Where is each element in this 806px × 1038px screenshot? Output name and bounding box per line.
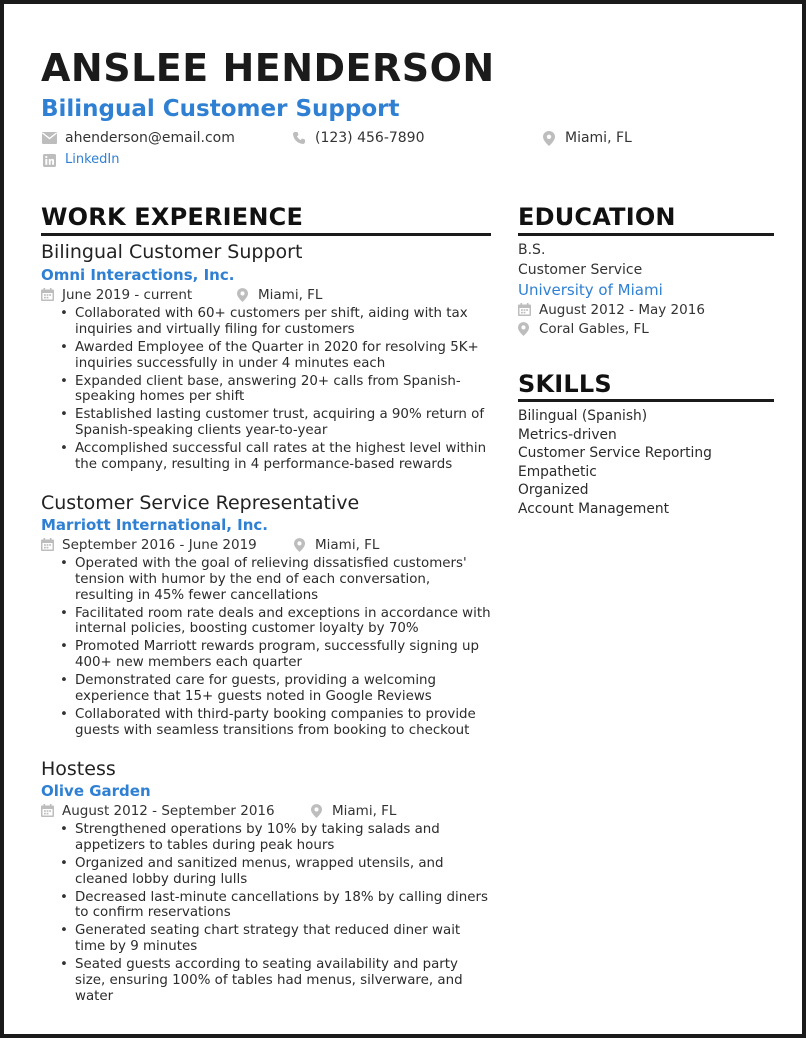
- bullet-item: • Seated guests according to seating availability and party size, ensuring 100% of tables had menus, silverware, and water: [60, 957, 492, 1004]
- work-experience-rule: [41, 233, 491, 236]
- bullet-item: • Strengthened operations by 10% by taking salads and appetizers to tables during peak hours: [60, 822, 492, 854]
- education-degree: B.S.: [518, 242, 546, 258]
- candidate-title: Bilingual Customer Support: [41, 96, 400, 122]
- education-location: Coral Gables, FL: [539, 321, 649, 337]
- education-field: Customer Service: [518, 262, 643, 278]
- candidate-name: ANSLEE HENDERSON: [41, 46, 495, 90]
- skill-item: Metrics-driven: [518, 426, 617, 443]
- skill-item: Customer Service Reporting: [518, 445, 712, 461]
- map-pin-icon: [294, 538, 308, 552]
- bullet-item: • Established lasting customer trust, acquiring a 90% return of Spanish-speaking clients year-to-year: [60, 407, 492, 439]
- skill-item: Bilingual (Spanish): [518, 408, 648, 424]
- education-school: University of Miami: [518, 281, 663, 299]
- email-text: ahenderson@email.com: [65, 130, 235, 146]
- skill-item: Empathetic: [518, 463, 597, 480]
- job-dates: June 2019 - current: [62, 287, 193, 303]
- bullet-item: • Organized and sanitized menus, wrapped utensils, and cleaned lobby during lulls: [60, 856, 492, 888]
- bullet-item: • Facilitated room rate deals and exceptions in accordance with internal policies, boosting customer loyalty by 70%: [60, 606, 492, 638]
- map-pin-icon: [518, 322, 532, 336]
- bullet-item: • Collaborated with 60+ customers per shift, aiding with tax inquiries and virtually filing for customers: [60, 306, 492, 338]
- job-location-text: Miami, FL: [332, 803, 397, 819]
- job-company: Olive Garden: [41, 782, 151, 800]
- job-location: [311, 802, 396, 820]
- linkedin-icon: [41, 152, 57, 168]
- education-location-row: [518, 320, 649, 338]
- job-title: Customer Service Representative: [41, 492, 360, 514]
- education-heading: EDUCATION: [518, 203, 676, 231]
- job-dates: August 2012 - September 2016: [62, 803, 275, 819]
- job-location: [294, 536, 379, 554]
- job-location-text: Miami, FL: [258, 287, 323, 303]
- calendar-icon: [41, 804, 55, 818]
- job-meta: [41, 536, 491, 554]
- work-experience-heading: WORK EXPERIENCE: [41, 203, 304, 231]
- calendar-icon: [518, 303, 532, 317]
- map-pin-icon: [311, 804, 325, 818]
- contact-linkedin[interactable]: [41, 151, 119, 169]
- job-location-text: Miami, FL: [315, 537, 380, 553]
- bullet-item: • Decreased last-minute cancellations by 18% by calling diners to confirm reservations: [60, 890, 492, 922]
- job-title: Hostess: [41, 758, 116, 780]
- calendar-icon: [41, 538, 55, 552]
- job-dates: September 2016 - June 2019: [62, 537, 257, 553]
- phone-text: (123) 456-7890: [315, 130, 425, 146]
- location-text: Miami, FL: [565, 130, 632, 146]
- bullet-item: • Promoted Marriott rewards program, successfully signing up 400+ new members each quarter: [60, 639, 492, 671]
- skills-list: [518, 407, 712, 518]
- map-pin-icon: [541, 130, 557, 146]
- job-location: [237, 286, 322, 304]
- education-dates: August 2012 - May 2016: [539, 302, 705, 318]
- contact-location: [541, 129, 632, 147]
- education-rule: [518, 233, 774, 236]
- education-dates-row: [518, 301, 705, 319]
- job-company: Omni Interactions, Inc.: [41, 266, 235, 284]
- bullet-item: • Accomplished successful call rates at the highest level within the company, resulting in 4 performance-based rewards: [60, 441, 492, 473]
- bullet-item: • Generated seating chart strategy that reduced diner wait time by 9 minutes: [60, 923, 492, 955]
- linkedin-link[interactable]: LinkedIn: [65, 152, 120, 167]
- skill-item: Account Management: [518, 500, 669, 517]
- job-title: Bilingual Customer Support: [41, 241, 303, 263]
- map-pin-icon: [237, 288, 251, 302]
- contact-email: [41, 129, 235, 147]
- job-meta: [41, 802, 491, 820]
- job-bullets: [60, 556, 492, 741]
- calendar-icon: [41, 288, 55, 302]
- skill-item: Organized: [518, 482, 589, 498]
- contact-phone: [291, 129, 425, 147]
- skills-rule: [518, 399, 774, 402]
- job-meta: [41, 286, 491, 304]
- phone-icon: [291, 130, 307, 146]
- job-bullets: [60, 822, 492, 1007]
- bullet-item: • Operated with the goal of relieving dissatisfied customers' tension with humor by the end of each conversation, resulting in 45% fewer cancellations: [60, 556, 492, 603]
- envelope-icon: [41, 130, 57, 146]
- job-bullets: [60, 306, 492, 475]
- bullet-item: • Demonstrated care for guests, providing a welcoming experience that 15+ guests noted in Google Reviews: [60, 673, 492, 705]
- bullet-item: • Collaborated with third-party booking companies to provide guests with seamless transitions from booking to checkout: [60, 707, 492, 739]
- skills-heading: SKILLS: [518, 370, 612, 398]
- bullet-item: • Expanded client base, answering 20+ calls from Spanish-speaking homes per shift: [60, 374, 492, 406]
- bullet-item: • Awarded Employee of the Quarter in 2020 for resolving 5K+ inquiries successfully in under 4 minutes each: [60, 340, 492, 372]
- job-company: Marriott International, Inc.: [41, 516, 268, 534]
